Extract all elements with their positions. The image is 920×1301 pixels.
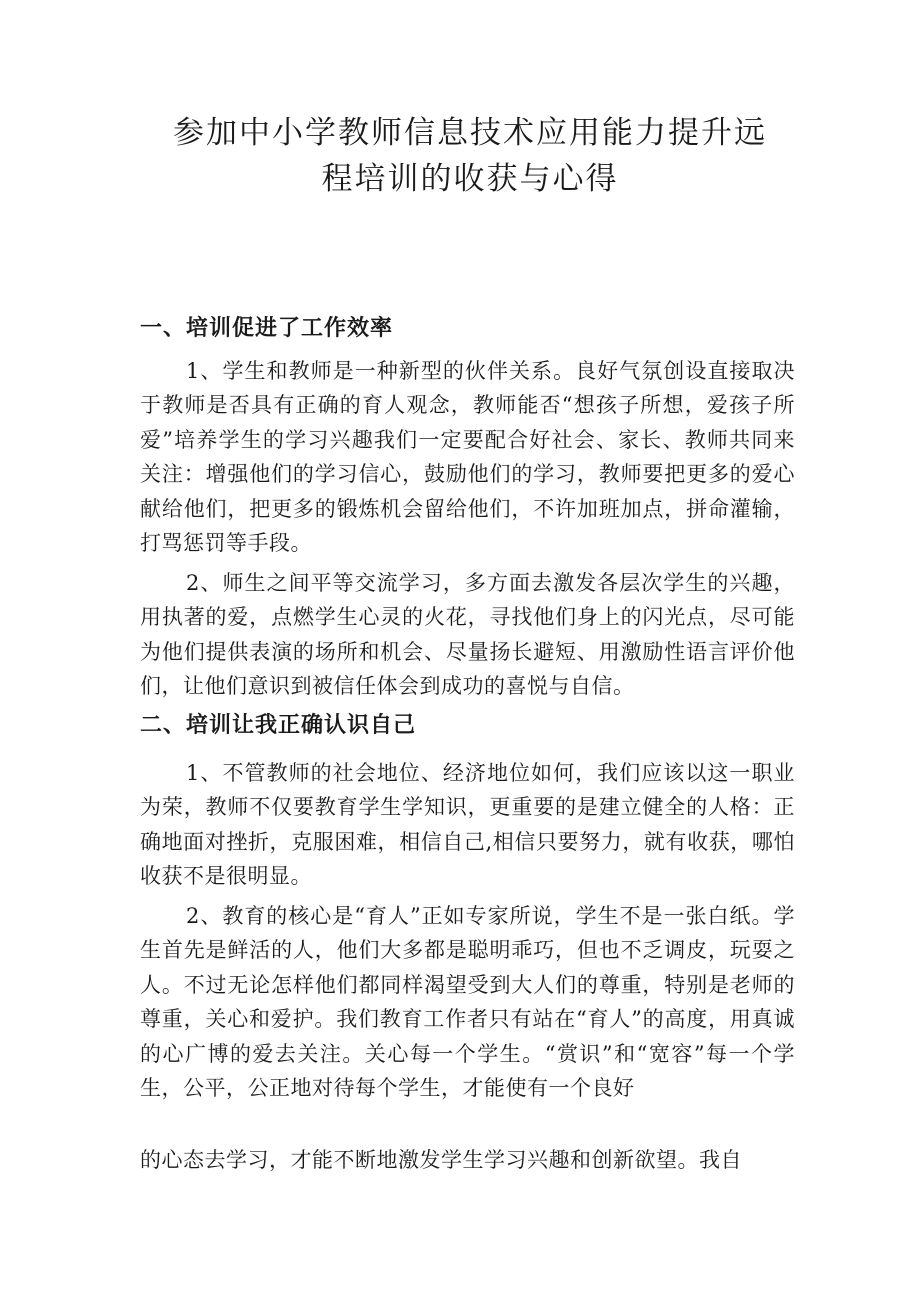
- section-2-paragraph-1: [140, 756, 795, 894]
- section-1-paragraph-2: [140, 566, 795, 704]
- section-2-paragraph-1-text: 1、不管教师的社会地位、经济地位如何，我们应该以这一职业为荣，教师不仅要教育学生学知识，更重要的是建立健全的人格：正确地面对挫折，克服困难，相信自己,相信只要努力，就有收获，哪怕收获不是很明显。: [140, 761, 795, 889]
- section-1-paragraph-1-text: 1、学生和教师是一种新型的伙伴关系。良好气氛创设直接取决于教师是否具有正确的育人观念，教师能否“想孩子所想，爱孩子所爱”培养学生的学习兴趣我们一定要配合好社会、家长、教师共同来关注：增强他们的学习信心，鼓励他们的学习，教师要把更多的爱心献给他们，把更多的锻炼机会留给他们，不许加班加点，拼命灌输，打骂惩罚等手段。: [140, 359, 795, 556]
- section-1-paragraph-1: [140, 354, 795, 560]
- title-line-1: 参加中小学教师信息技术应用能力提升远: [173, 115, 767, 151]
- title-line-2: 程培训的收获与心得: [321, 161, 619, 197]
- section-2-paragraph-2: [140, 899, 795, 1105]
- section-2-heading: 二、培训让我正确认识自己: [140, 712, 417, 738]
- document-title: [130, 110, 810, 202]
- section-1-heading: 一、培训促进了工作效率: [140, 315, 394, 341]
- continuation-paragraph: 的心态去学习，才能不断地激发学生学习兴趣和创新欲望。我自: [140, 1148, 742, 1172]
- section-2-paragraph-2-text: 2、教育的核心是“育人”正如专家所说，学生不是一张白纸。学生首先是鲜活的人，他们大多都是聪明乖巧，但也不乏调皮，玩耍之人。不过无论怎样他们都同样渴望受到大人们的尊重，特别是老师的尊重，关心和爱护。我们教育工作者只有站在“育人”的高度，用真诚的心广博的爱去关注。关心每一个学生。“赏识”和“宽容”每一个学生，公平，公正地对待每个学生，才能使有一个良好: [140, 904, 795, 1101]
- section-1-paragraph-2-text: 2、师生之间平等交流学习，多方面去激发各层次学生的兴趣，用执著的爱，点燃学生心灵的火花，寻找他们身上的闪光点，尽可能为他们提供表演的场所和机会、尽量扬长避短、用激励性语言评价他们，让他们意识到被信任体会到成功的喜悦与自信。: [140, 571, 795, 699]
